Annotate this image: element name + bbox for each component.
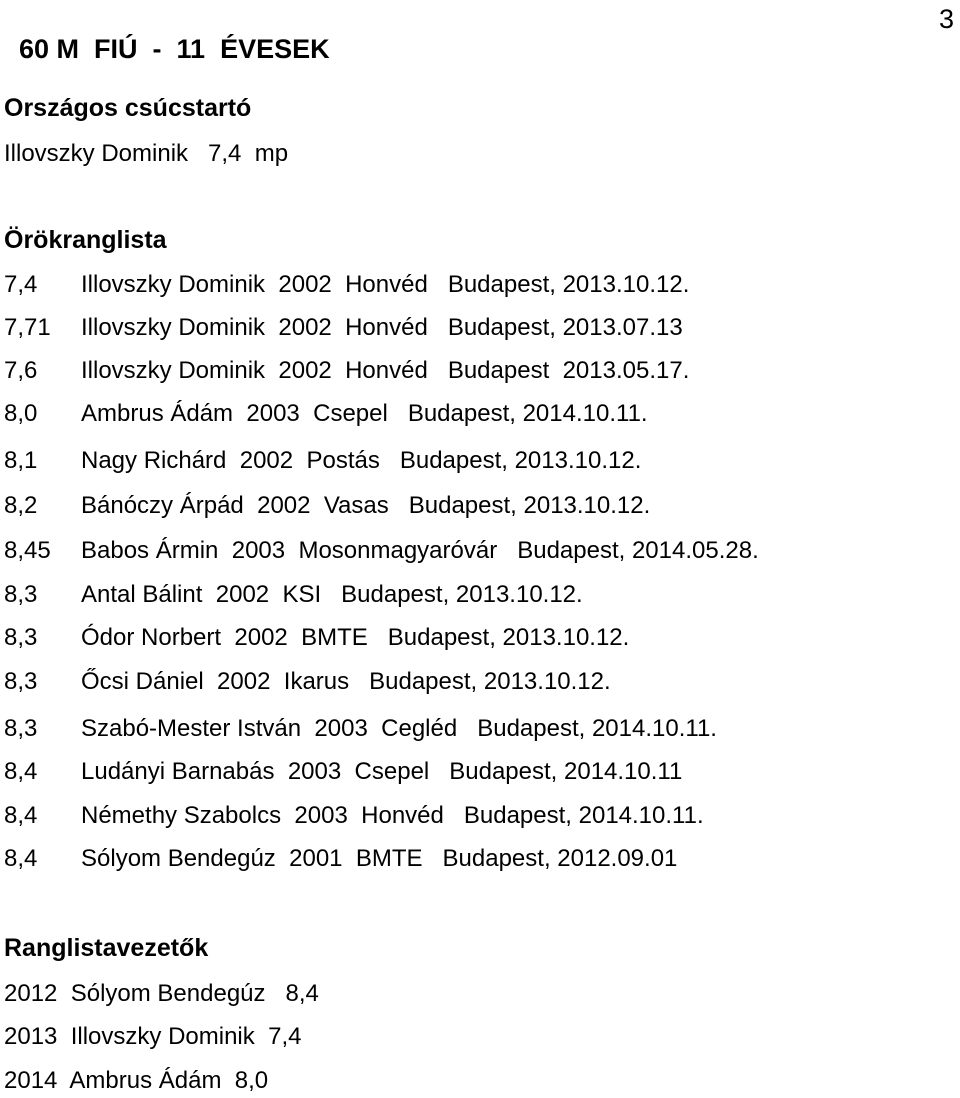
record-entry: Bánóczy Árpád 2002 Vasas Budapest, 2013.10.12. bbox=[81, 492, 651, 519]
record-entry: Sólyom Bendegúz 2001 BMTE Budapest, 2012.09.01 bbox=[81, 845, 678, 872]
record-entry: Némethy Szabolcs 2003 Honvéd Budapest, 2014.10.11. bbox=[81, 802, 704, 829]
event-title: 60 M FIÚ - 11 ÉVESEK bbox=[19, 34, 330, 64]
record-time: 8,3 bbox=[4, 581, 38, 608]
record-entry: Illovszky Dominik 2002 Honvéd Budapest 2013.05.17. bbox=[81, 357, 690, 384]
record-time: 7,6 bbox=[4, 357, 38, 384]
list-item: 2012 Sólyom Bendegúz 8,4 bbox=[4, 980, 319, 1007]
record-entry: Ódor Norbert 2002 BMTE Budapest, 2013.10.12. bbox=[81, 624, 630, 651]
page-title bbox=[4, 4, 958, 94]
record-time: 7,4 bbox=[4, 271, 38, 298]
record-time: 7,71 bbox=[4, 314, 51, 341]
all-time-list-heading: Örökranglista bbox=[4, 226, 167, 254]
record-entry: Illovszky Dominik 2002 Honvéd Budapest, 2013.10.12. bbox=[81, 271, 690, 298]
record-time: 8,3 bbox=[4, 668, 38, 695]
record-time: 8,1 bbox=[4, 447, 38, 474]
record-time: 8,4 bbox=[4, 758, 38, 785]
list-item: 2014 Ambrus Ádám 8,0 bbox=[4, 1067, 269, 1094]
leaders-heading: Ranglistavezetők bbox=[4, 934, 209, 962]
record-entry: Nagy Richárd 2002 Postás Budapest, 2013.10.12. bbox=[81, 447, 642, 474]
record-time: 8,4 bbox=[4, 845, 38, 872]
record-entry: Ambrus Ádám 2003 Csepel Budapest, 2014.10.11. bbox=[81, 400, 648, 427]
national-record-heading: Országos csúcstartó bbox=[4, 94, 252, 122]
page-number: 3 bbox=[938, 4, 954, 34]
record-time: 8,2 bbox=[4, 492, 38, 519]
record-time: 8,3 bbox=[4, 624, 38, 651]
record-time: 8,45 bbox=[4, 537, 51, 564]
record-entry: Illovszky Dominik 2002 Honvéd Budapest, 2013.07.13 bbox=[81, 314, 683, 341]
record-time: 8,4 bbox=[4, 802, 38, 829]
record-time: 8,0 bbox=[4, 400, 38, 427]
record-entry: Babos Ármin 2003 Mosonmagyaróvár Budapest, 2014.05.28. bbox=[81, 537, 759, 564]
national-record-line: Illovszky Dominik 7,4 mp bbox=[4, 140, 289, 167]
record-entry: Ludányi Barnabás 2003 Csepel Budapest, 2014.10.11 bbox=[81, 758, 683, 785]
record-entry: Szabó-Mester István 2003 Cegléd Budapest, 2014.10.11. bbox=[81, 715, 717, 742]
record-entry: Őcsi Dániel 2002 Ikarus Budapest, 2013.10.12. bbox=[81, 668, 611, 695]
record-entry: Antal Bálint 2002 KSI Budapest, 2013.10.12. bbox=[81, 581, 583, 608]
list-item: 2013 Illovszky Dominik 7,4 bbox=[4, 1023, 302, 1050]
record-time: 8,3 bbox=[4, 715, 38, 742]
